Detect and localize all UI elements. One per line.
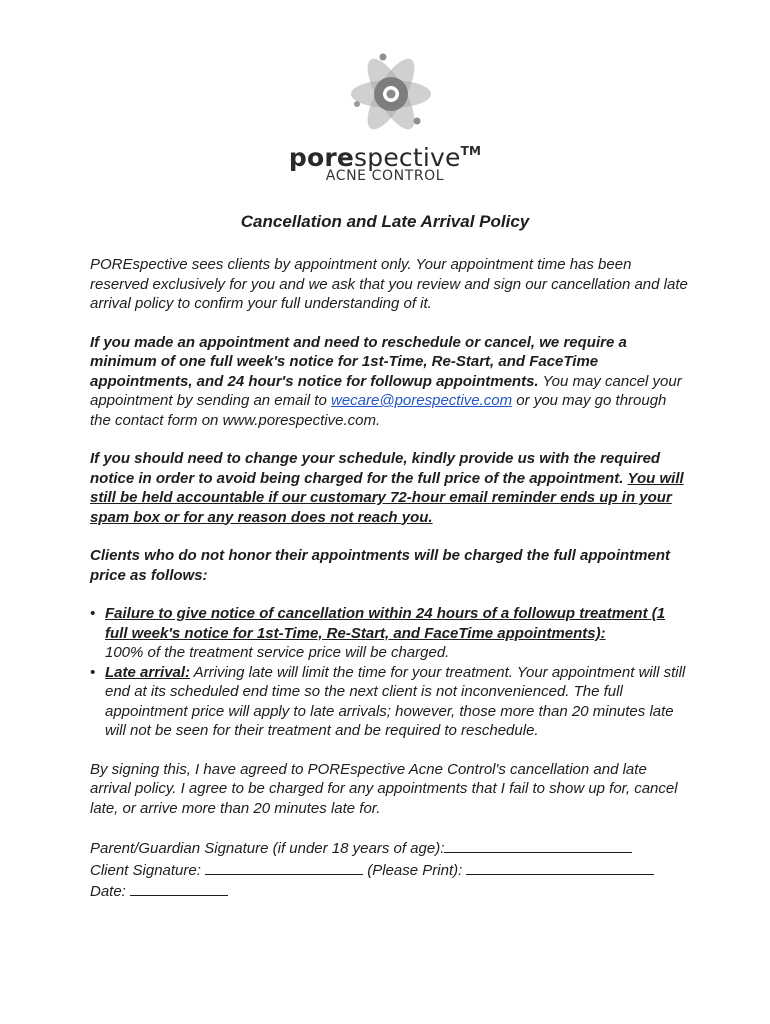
- brand-name-bold: pore: [288, 143, 355, 172]
- list-item: [90, 663, 690, 741]
- client-signature-row: [90, 859, 690, 881]
- date-row: [90, 880, 690, 902]
- reschedule-requirement: If you made an appointment and need to reschedule or cancel, we require a minimum of one full week's notice for 1st-Time, Re-Start, and FaceTime appointments, and 24 hour's notice for followup appointments.: [90, 333, 627, 390]
- date-label: Date:: [90, 883, 126, 900]
- porespective-logo-icon: [343, 48, 439, 144]
- brand-name-rest: spective: [354, 143, 461, 172]
- list-item-text: 100% of the treatment service price will be charged.: [105, 644, 450, 661]
- guardian-signature-label: Parent/Guardian Signature (if under 18 years of age):: [90, 840, 445, 857]
- list-item-text: Arriving late will limit the time for your treatment. Your appointment will still end at its scheduled end time so the next client is not inconvenienced. The full appointment price will apply to late arrivals; however, those more than 20 minutes late will not be seen for their treatment and be required to reschedule.: [105, 663, 686, 739]
- list-item-heading: Failure to give notice of cancellation within 24 hours of a followup treatment (1 full week's notice for 1st-Time, Re-Start, and FaceTime appointments):: [105, 605, 666, 642]
- reschedule-text-1: You may cancel your appointment by sending an email to: [90, 372, 682, 409]
- schedule-change-paragraph: [90, 449, 690, 527]
- agreement-paragraph: By signing this, I have agreed to POREspective Acne Control's cancellation and late arrival policy. I agree to be charged for any appointments that I fail to show up for, cancel late, or arrive more than 20 minutes late for.: [90, 760, 678, 817]
- reschedule-text-2: or you may go through the contact form on www.porespective.com.: [90, 392, 667, 429]
- reminder-accountability: You will still be held accountable if our customary 72-hour email reminder ends up in your spam box or for any reason does not reach you.: [90, 469, 684, 526]
- charges-list: [90, 604, 690, 741]
- bullet-icon: •: [90, 663, 96, 681]
- trademark-mark: TM: [460, 144, 482, 158]
- list-item-heading: Late arrival:: [105, 663, 191, 681]
- charges-intro: Clients who do not honor their appointments will be charged the full appointment price as follows:: [90, 547, 670, 584]
- intro-paragraph: POREspective sees clients by appointment only. Your appointment time has been reserved exclusively for you and we ask that you review and sign our cancellation and late arrival policy to confirm your full understanding of it.: [90, 256, 688, 312]
- reschedule-paragraph: [90, 333, 690, 431]
- brand-tagline: ACNE CONTROL: [325, 168, 445, 184]
- print-name-label: (Please Print):: [367, 861, 463, 879]
- date-field[interactable]: [130, 880, 228, 896]
- client-signature-field[interactable]: [205, 859, 363, 875]
- bullet-icon: •: [90, 605, 96, 622]
- list-item: [90, 604, 690, 663]
- email-link[interactable]: wecare@porespective.com: [331, 392, 513, 409]
- guardian-signature-row: [90, 837, 690, 859]
- signature-block: [90, 837, 690, 902]
- print-name-field[interactable]: [466, 859, 654, 875]
- schedule-change-notice: If you should need to change your schedule, kindly provide us with the required notice in order to avoid being charged for the full price of the appointment.: [90, 450, 661, 487]
- guardian-signature-field[interactable]: [444, 837, 632, 853]
- client-signature-label: Client Signature:: [90, 861, 201, 879]
- page-title: Cancellation and Late Arrival Policy: [240, 212, 530, 231]
- policy-body: [90, 255, 690, 902]
